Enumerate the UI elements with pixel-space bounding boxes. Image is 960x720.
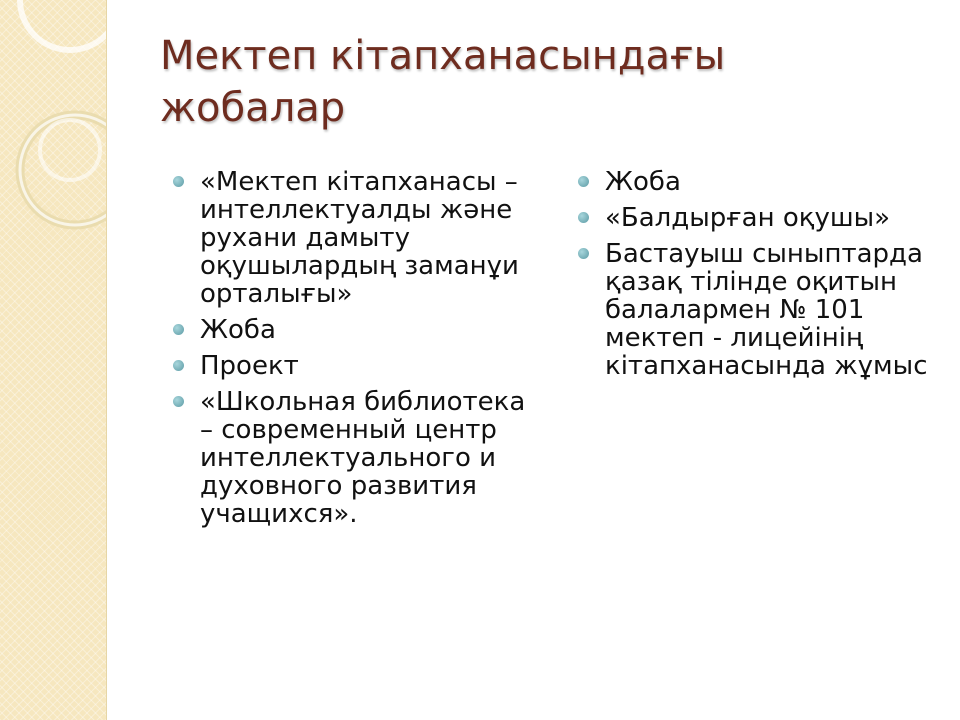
bullet-icon [578, 248, 589, 259]
bullet-icon [578, 212, 589, 223]
list-item-text: «Школьная библиотека – современный центр интеллектуального и духовного развития учащихся». [200, 387, 526, 529]
bullet-icon [173, 324, 184, 335]
bullet-icon [578, 176, 589, 187]
right-bullet-list [575, 168, 935, 388]
left-bullet-list [170, 168, 540, 536]
title-line-2: жобалар [160, 85, 346, 131]
decorative-sidebar [0, 0, 107, 720]
list-item-text: «Балдырған оқушы» [605, 203, 891, 233]
list-item [575, 168, 935, 196]
list-item [170, 168, 540, 308]
list-item-text: Проект [200, 351, 299, 381]
title-line-1: Мектеп кітапханасындағы [160, 33, 726, 79]
list-item [170, 352, 540, 380]
slide-title [160, 30, 920, 134]
list-item [170, 316, 540, 344]
list-item-text: Бастауыш сыныптарда қазақ тілінде оқитын балалармен № 101 мектеп - лицейінің кітапханасында жұмыс [605, 239, 928, 381]
list-item [575, 240, 935, 380]
bullet-icon [173, 396, 184, 407]
list-item [170, 388, 540, 528]
ring-ornament-icon [0, 0, 107, 260]
list-item-text: «Мектеп кітапханасы – интеллектуалды және рухани дамыту оқушылардың заманұи орталығы» [200, 167, 519, 309]
bullet-icon [173, 360, 184, 371]
list-item-text: Жоба [200, 315, 276, 345]
bullet-icon [173, 176, 184, 187]
list-item-text: Жоба [605, 167, 681, 197]
list-item [575, 204, 935, 232]
